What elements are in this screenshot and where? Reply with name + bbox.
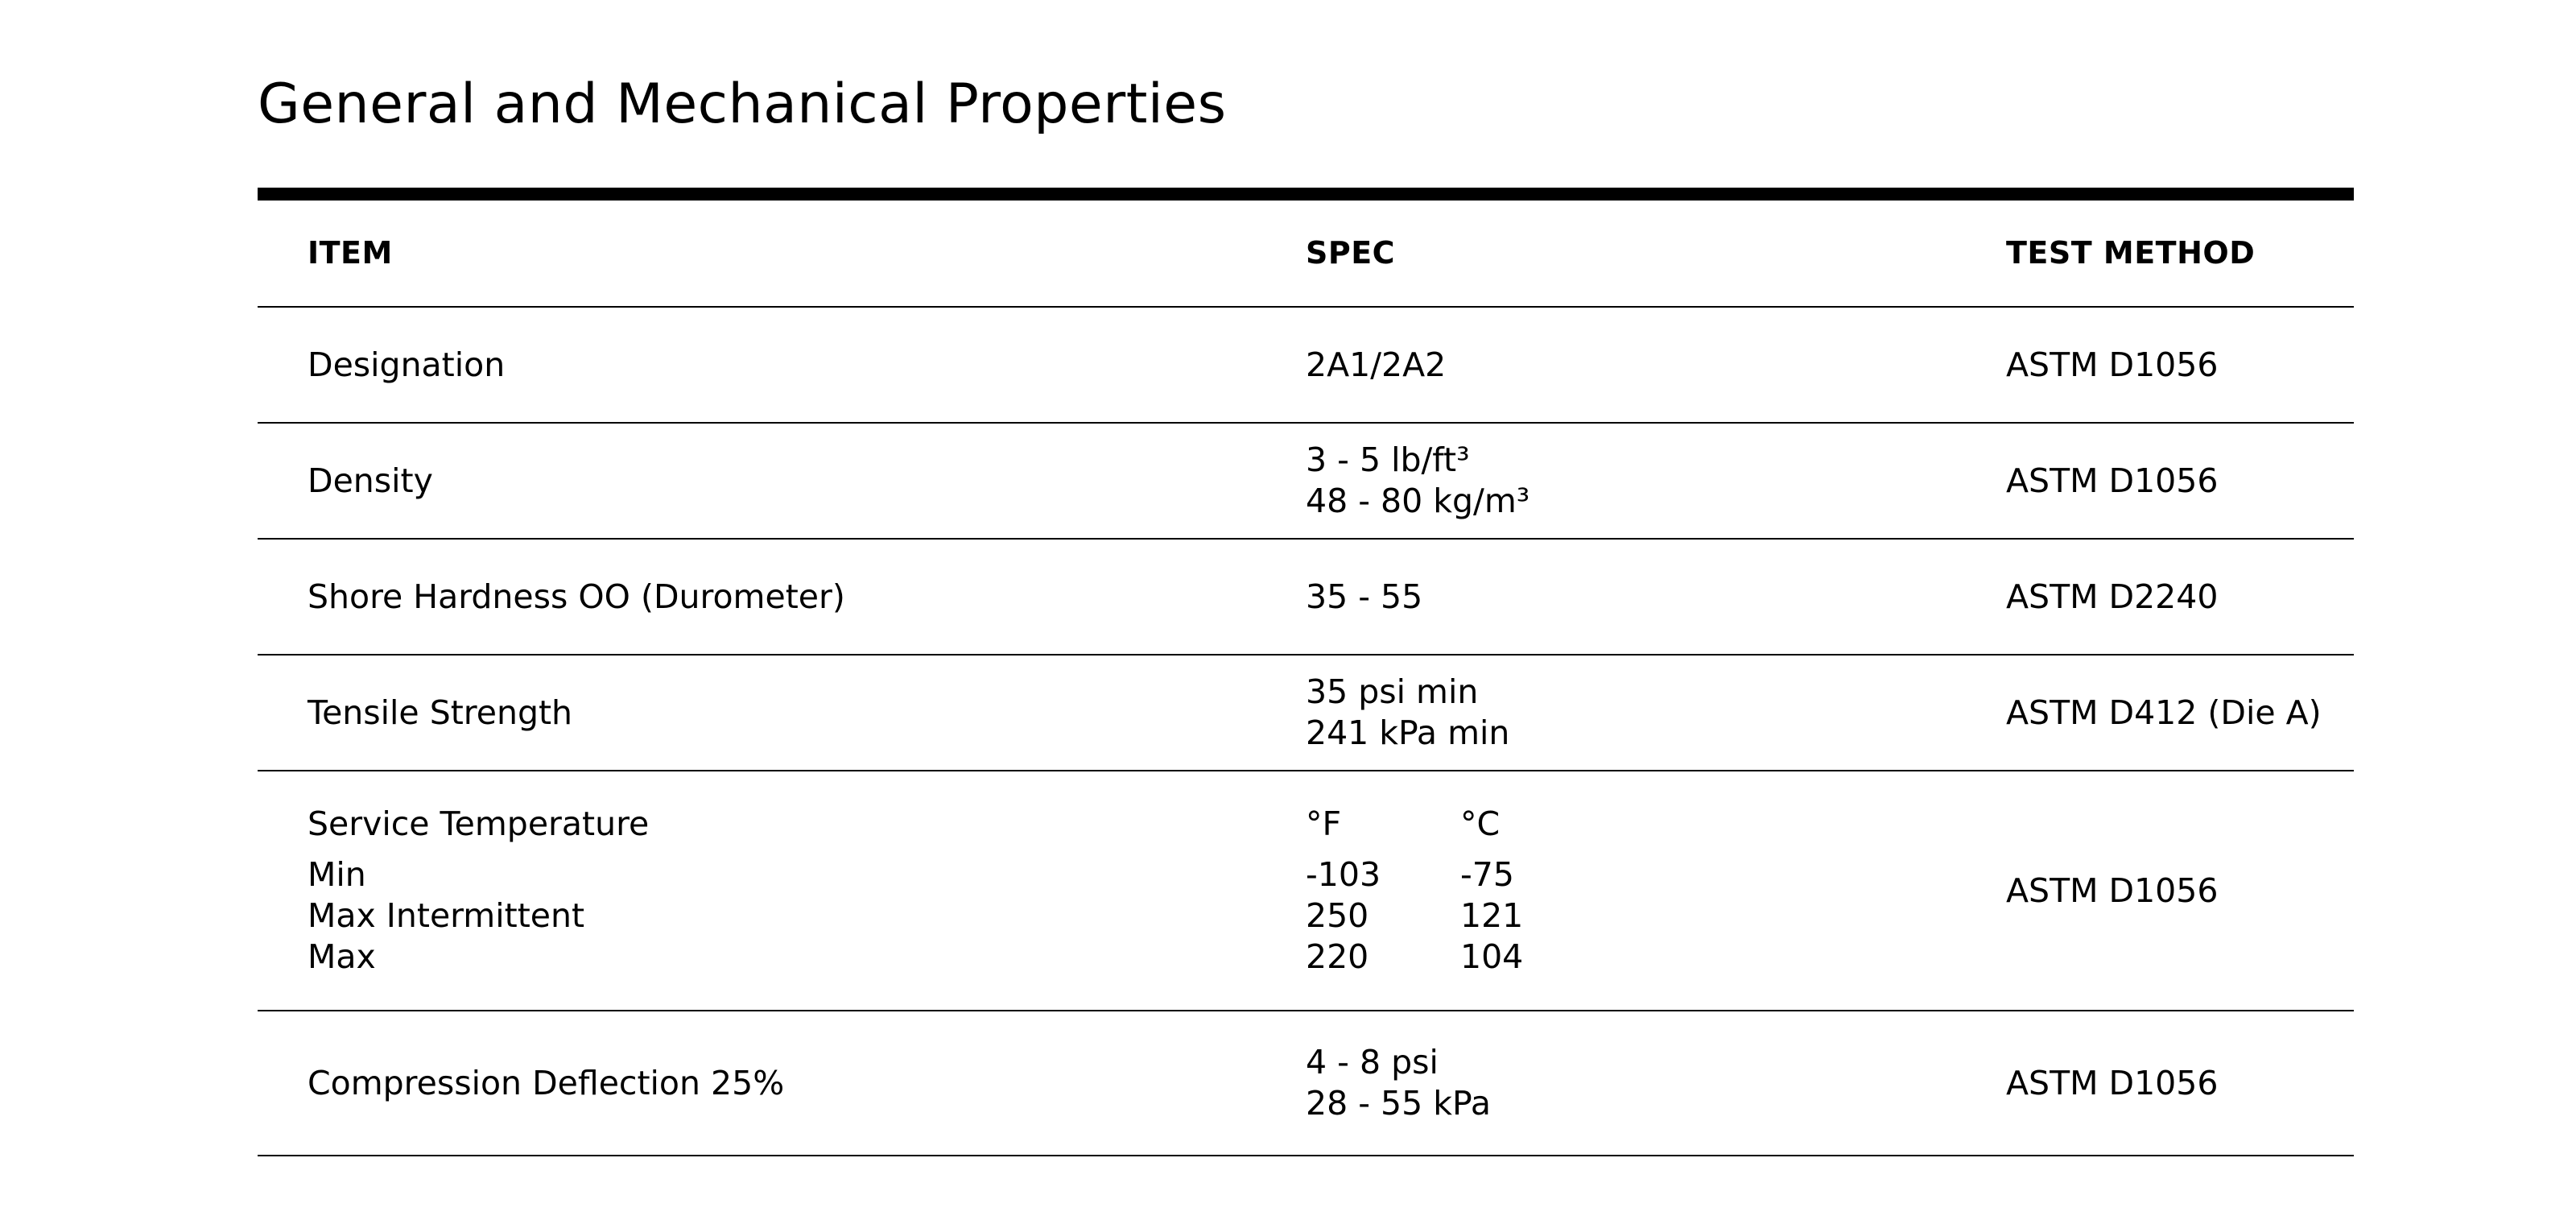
column-header-item: ITEM <box>258 194 1256 307</box>
spec-value-metric: 241 kPa min <box>1306 713 1510 752</box>
table-header-row <box>258 194 2354 307</box>
item-cell: Density <box>258 423 1256 539</box>
test-method-cell: ASTM D1056 <box>1956 1011 2354 1156</box>
table-row-hardness <box>258 539 2354 655</box>
item-cell: Designation <box>258 307 1256 423</box>
unit-fahrenheit: °F <box>1306 804 1342 843</box>
test-method-cell: ASTM D1056 <box>1956 423 2354 539</box>
spec-cell <box>1256 1011 1956 1156</box>
temp-c-value: 104 <box>1460 937 1524 976</box>
spec-cell <box>1256 539 1956 655</box>
item-cell: Compression Deflection 25% <box>258 1011 1256 1156</box>
table-row-density <box>258 423 2354 539</box>
item-cell: Shore Hardness OO (Durometer) <box>258 539 1256 655</box>
temp-c-value: -75 <box>1460 855 1514 894</box>
spec-cell <box>1256 307 1956 423</box>
service-temperature-label: Service Temperature <box>308 804 650 843</box>
table-row-tensile <box>258 655 2354 771</box>
spec-value-metric: 48 - 80 kg/m³ <box>1306 482 1530 520</box>
page-title: General and Mechanical Properties <box>258 72 1227 136</box>
spec-cell <box>1256 771 1956 1011</box>
temp-unit-header <box>1306 804 1956 845</box>
test-method-cell: ASTM D1056 <box>1956 307 2354 423</box>
temp-values-min <box>1306 854 1956 895</box>
temp-label-max: Max <box>308 937 376 976</box>
temp-f-value: -103 <box>1306 855 1381 894</box>
temp-values-max <box>1306 937 1956 978</box>
spec-cell <box>1256 655 1956 771</box>
spec-value: 2A1/2A2 <box>1306 345 1447 384</box>
spec-cell <box>1256 423 1956 539</box>
column-header-test-method: TEST METHOD <box>1956 194 2354 307</box>
spec-value-imperial: 35 psi min <box>1306 672 1479 711</box>
table-row-compression <box>258 1011 2354 1156</box>
item-cell: Tensile Strength <box>258 655 1256 771</box>
column-header-spec: SPEC <box>1256 194 1956 307</box>
table-row-service-temperature <box>258 771 2354 1011</box>
spec-value-metric: 28 - 55 kPa <box>1306 1084 1491 1123</box>
temp-label-max-intermittent: Max Intermittent <box>308 896 585 935</box>
temp-c-value: 121 <box>1460 896 1524 935</box>
item-cell <box>258 771 1256 1011</box>
table-row-designation <box>258 307 2354 423</box>
temp-label-min: Min <box>308 855 366 894</box>
temp-f-value: 250 <box>1306 896 1369 935</box>
properties-table <box>258 188 2354 1156</box>
unit-celsius: °C <box>1460 804 1501 843</box>
test-method-cell: ASTM D1056 <box>1956 771 2354 1011</box>
temp-values-max-intermittent <box>1306 895 1956 937</box>
spec-value-imperial: 4 - 8 psi <box>1306 1043 1439 1081</box>
test-method-cell: ASTM D2240 <box>1956 539 2354 655</box>
temp-f-value: 220 <box>1306 937 1369 976</box>
spec-value: 35 - 55 <box>1306 577 1423 616</box>
test-method-cell: ASTM D412 (Die A) <box>1956 655 2354 771</box>
spec-value-imperial: 3 - 5 lb/ft³ <box>1306 440 1470 479</box>
